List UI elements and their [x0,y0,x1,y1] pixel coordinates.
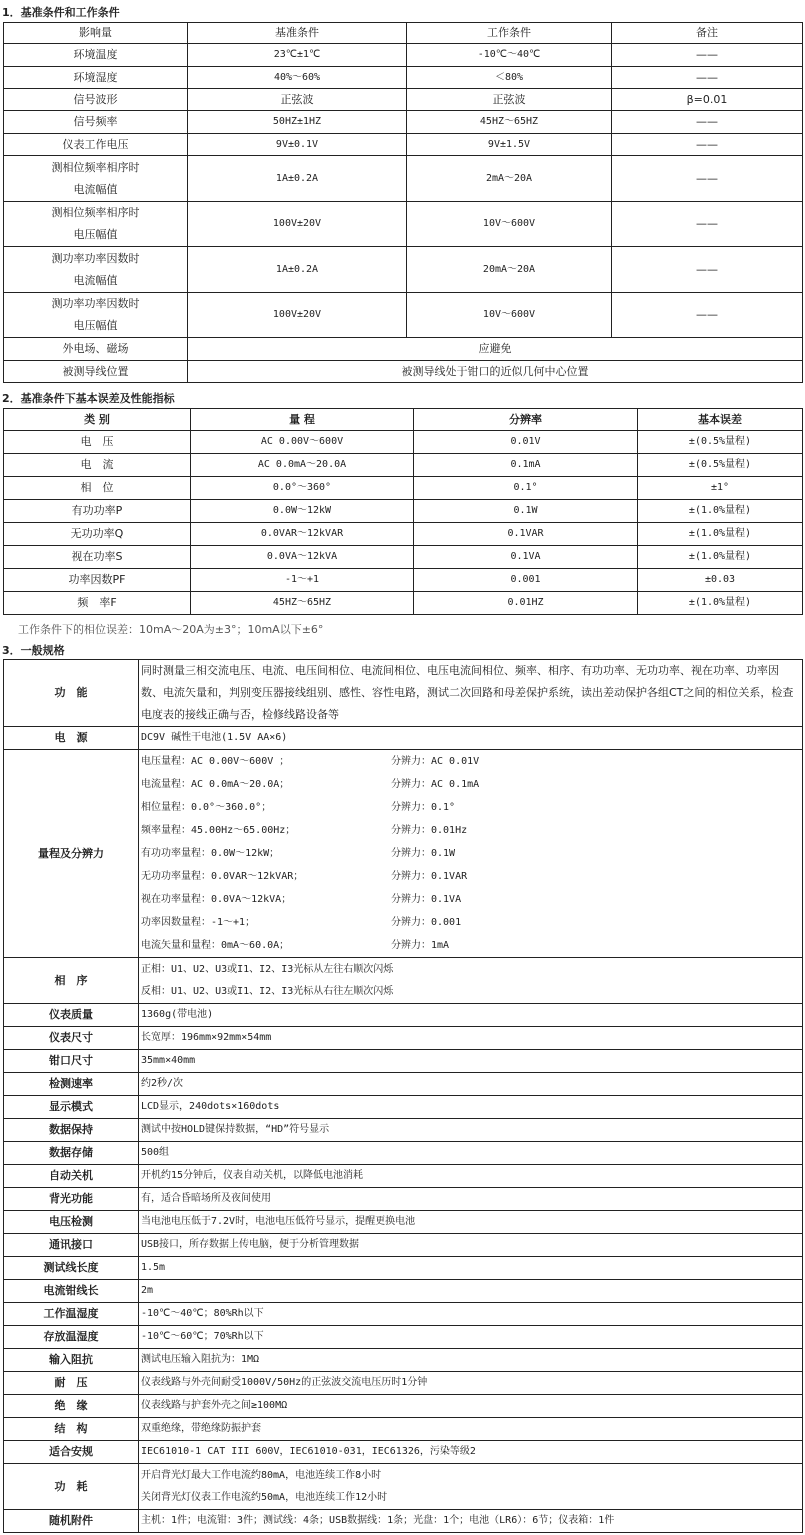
header-cell: 工作条件 [407,23,612,44]
spec-value: USB接口，所存数据上传电脑，便于分析管理数据 [139,1234,803,1257]
cell: 应避免 [188,338,803,361]
spec-value: 仪表线路与外壳间耐受1000V/50Hz的正弦波交流电压历时1分钟 [139,1372,803,1395]
cell: -10℃～40℃ [407,44,612,67]
range-line: 功率因数量程：-1～+1； 分辨力：0.001 [141,917,462,928]
cell: ±0.03 [638,569,803,592]
spec-value: LCD显示，240dots×160dots [139,1096,803,1119]
spec-label: 存放温湿度 [4,1326,139,1349]
spec-label: 钳口尺寸 [4,1050,139,1073]
table-row [4,1372,803,1395]
header-cell: 类 别 [4,409,191,431]
spec-label: 背光功能 [4,1188,139,1211]
spec-label: 耐 压 [4,1372,139,1395]
spec-value: 双重绝缘，带绝缘防振护套 [139,1418,803,1441]
cell: 测功率功率因数时 电压幅值 [4,293,188,338]
cell: ＜80% [407,67,612,89]
table-row [4,1027,803,1050]
range-line: 电流矢量和量程：0mA～60.0A； 分辨力：1mA [141,940,450,951]
table-row [4,1303,803,1326]
header-cell: 影响量 [4,23,188,44]
table-row [4,1510,803,1533]
cell: ±(1.0%量程) [638,592,803,615]
spec-value: IEC61010-1 CAT III 600V，IEC61010-031，IEC61326，污染等级2 [139,1441,803,1464]
table-row [4,958,803,1004]
cell: 0.0VA～12kVA [191,546,414,569]
range-line: 相位量程：0.0°～360.0°； 分辨力：0.1° [141,802,456,813]
phase-line: 反相：U1、U2、U3或I1、I2、I3光标从右往左顺次闪烁 [141,985,394,997]
spec-value: 开机约15分钟后，仪表自动关机，以降低电池消耗 [139,1165,803,1188]
cell: 100V±20V [188,293,407,338]
cell: 9V±1.5V [407,134,612,156]
accuracy-table [3,408,803,615]
section-2-title: 2．基准条件下基本误差及性能指标 [2,392,175,405]
range-line: 无功功率量程：0.0VAR～12kVAR； 分辨力：0.1VAR [141,871,468,882]
spec-value: 有，适合昏暗场所及夜间使用 [139,1188,803,1211]
cell: 正弦波 [407,89,612,111]
spec-value: 测试中按HOLD键保持数据，“HD”符号显示 [139,1119,803,1142]
table-header-row [4,23,803,44]
cell: 频 率F [4,592,191,615]
spec-label: 结 构 [4,1418,139,1441]
cell: 9V±0.1V [188,134,407,156]
table-row [4,156,803,202]
table-row [4,431,803,454]
cell: 0.0°～360° [191,477,414,500]
cell: 0.1mA [414,454,638,477]
cell: 0.1VAR [414,523,638,546]
spec-value: 2m [139,1280,803,1303]
consume-line: 开启背光灯最大工作电流约80mA，电池连续工作8小时 [141,1469,382,1481]
table-row [4,1073,803,1096]
header-cell: 备注 [612,23,803,44]
spec-value: 长宽厚：196mm×92mm×54mm [139,1027,803,1050]
cell: —— [612,156,803,202]
spec-label: 相 序 [4,958,139,1004]
table-row [4,67,803,89]
cell: 电 压 [4,431,191,454]
table-row [4,569,803,592]
table-row [4,546,803,569]
table-row [4,500,803,523]
cell: 23℃±1℃ [188,44,407,67]
table-row [4,1096,803,1119]
cell: ±(0.5%量程) [638,454,803,477]
cell: 2mA～20A [407,156,612,202]
cell: 1A±0.2A [188,156,407,202]
cell: AC 0.0mA～20.0A [191,454,414,477]
table-row [4,293,803,338]
table-row [4,1326,803,1349]
spec-value: 测试电压输入阻抗为：1MΩ [139,1349,803,1372]
table-row [4,1050,803,1073]
cell: 环境湿度 [4,67,188,89]
table-row [4,247,803,293]
spec-value: DC9V 碱性干电池(1.5V AA×6) [139,727,803,750]
table-row [4,1004,803,1027]
spec-label: 仪表质量 [4,1004,139,1027]
cell: AC 0.00V～600V [191,431,414,454]
range-line: 电流量程：AC 0.0mA～20.0A； 分辨力：AC 0.1mA [141,779,480,790]
cell: 电 流 [4,454,191,477]
cell: 被测导线位置 [4,361,188,383]
conditions-table [3,22,803,383]
table-row [4,727,803,750]
spec-label: 数据存储 [4,1142,139,1165]
spec-label: 通讯接口 [4,1234,139,1257]
phase-line: 正相：U1、U2、U3或I1、I2、I3光标从左往右顺次闪烁 [141,963,394,975]
cell: 被测导线处于钳口的近似几何中心位置 [188,361,803,383]
table-row [4,338,803,361]
cell: 测相位频率相序时 电流幅值 [4,156,188,202]
spec-value: 当电池电压低于7.2V时，电池电压低符号显示，提醒更换电池 [139,1211,803,1234]
spec-label: 检测速率 [4,1073,139,1096]
range-line: 有功功率量程：0.0W～12kW； 分辨力：0.1W [141,848,456,859]
spec-label: 测试线长度 [4,1257,139,1280]
cell: 10V～600V [407,293,612,338]
cell: —— [612,67,803,89]
cell: 信号波形 [4,89,188,111]
cell: 0.0VAR～12kVAR [191,523,414,546]
general-spec-table [3,659,803,1533]
spec-label: 功 耗 [4,1464,139,1510]
cell: 正弦波 [188,89,407,111]
cell: ±1° [638,477,803,500]
range-line: 视在功率量程：0.0VA～12kVA； 分辨力：0.1VA [141,894,462,905]
table-row [4,1165,803,1188]
cell: ±(1.0%量程) [638,500,803,523]
table-row [4,660,803,727]
cell: —— [612,293,803,338]
table-row [4,1142,803,1165]
cell: 1A±0.2A [188,247,407,293]
table-row [4,1395,803,1418]
table-row [4,1211,803,1234]
table-row [4,1418,803,1441]
table-row [4,1349,803,1372]
table-row [4,1234,803,1257]
spec-label: 仪表尺寸 [4,1027,139,1050]
spec-label: 绝 缘 [4,1395,139,1418]
cell: 0.1VA [414,546,638,569]
cell: 10V～600V [407,202,612,247]
spec-label: 电压检测 [4,1211,139,1234]
table-row [4,592,803,615]
section-1-title: 1．基准条件和工作条件 [2,6,120,19]
spec-label: 电 源 [4,727,139,750]
spec-label: 电流钳线长 [4,1280,139,1303]
cell: 有功功率P [4,500,191,523]
cell: 视在功率S [4,546,191,569]
spec-value: 1360g(带电池) [139,1004,803,1027]
cell: 测相位频率相序时 电压幅值 [4,202,188,247]
section-3-title: 3．一般规格 [2,644,65,657]
cell: —— [612,247,803,293]
header-cell: 基准条件 [188,23,407,44]
table-row [4,1188,803,1211]
table-row [4,1119,803,1142]
spec-value: 1.5m [139,1257,803,1280]
cell: 相 位 [4,477,191,500]
cell: ±(0.5%量程) [638,431,803,454]
range-line: 频率量程：45.00Hz～65.00Hz； 分辨力：0.01Hz [141,825,468,836]
cell: 环境温度 [4,44,188,67]
spec-label: 功 能 [4,660,139,727]
spec-value: 35mm×40mm [139,1050,803,1073]
cell: 0.001 [414,569,638,592]
spec-value: -10℃～60℃；70%Rh以下 [139,1326,803,1349]
table-header-row [4,409,803,431]
cell: -1～+1 [191,569,414,592]
header-cell: 量 程 [191,409,414,431]
table-row [4,523,803,546]
spec-label: 适合安规 [4,1441,139,1464]
cell: 功率因数PF [4,569,191,592]
table-row [4,134,803,156]
cell: 仪表工作电压 [4,134,188,156]
spec-value: 500组 [139,1142,803,1165]
table-row [4,44,803,67]
cell: 外电场、磁场 [4,338,188,361]
cell: 0.0W～12kW [191,500,414,523]
table-row [4,1257,803,1280]
table-row [4,361,803,383]
cell: β=0.01 [612,89,803,111]
phase-lines [139,958,803,1004]
spec-label: 随机附件 [4,1510,139,1533]
spec-value: 约2秒/次 [139,1073,803,1096]
spec-value: 主机：1件；电流钳：3件；测试线：4条；USB数据线：1条；光盘：1个；电池（LR6）：6节；仪表箱：1件 [139,1510,803,1533]
spec-label: 显示模式 [4,1096,139,1119]
cell: 50HZ±1HZ [188,111,407,134]
range-line: 电压量程：AC 0.00V～600V ； 分辨力：AC 0.01V [141,756,480,767]
cell: 测功率功率因数时 电流幅值 [4,247,188,293]
cell: ±(1.0%量程) [638,523,803,546]
cell: 20mA～20A [407,247,612,293]
cell: 0.1° [414,477,638,500]
spec-label: 输入阻抗 [4,1349,139,1372]
cell: 45HZ～65HZ [191,592,414,615]
phase-error-note: 工作条件下的相位误差：10mA～20A为±3°；10mA以下±6° [18,623,324,636]
spec-value: 仪表线路与护套外壳之间≥100MΩ [139,1395,803,1418]
table-row [4,1441,803,1464]
consume-line: 关闭背光灯仪表工作电流约50mA，电池连续工作12小时 [141,1491,388,1503]
spec-value: -10℃～40℃；80%Rh以下 [139,1303,803,1326]
spec-label: 工作温湿度 [4,1303,139,1326]
cell: 0.1W [414,500,638,523]
table-row [4,750,803,958]
table-row [4,1280,803,1303]
cell: 40%～60% [188,67,407,89]
header-cell: 分辨率 [414,409,638,431]
table-row [4,202,803,247]
cell: —— [612,44,803,67]
table-row [4,1464,803,1510]
spec-label: 量程及分辨力 [4,750,139,958]
cell: —— [612,111,803,134]
table-row [4,477,803,500]
cell: —— [612,202,803,247]
table-row [4,89,803,111]
cell: 信号频率 [4,111,188,134]
cell: ±(1.0%量程) [638,546,803,569]
cell: 45HZ～65HZ [407,111,612,134]
cell: 0.01V [414,431,638,454]
spec-label: 自动关机 [4,1165,139,1188]
spec-label: 数据保持 [4,1119,139,1142]
cell: —— [612,134,803,156]
consume-lines [139,1464,803,1510]
cell: 100V±20V [188,202,407,247]
cell: 无功功率Q [4,523,191,546]
table-row [4,111,803,134]
table-row [4,454,803,477]
cell: 0.01HZ [414,592,638,615]
header-cell: 基本误差 [638,409,803,431]
range-list [139,750,803,958]
spec-value: 同时测量三相交流电压、电流、电压间相位、电流间相位、电压电流间相位、频率、相序、有功功率、无功功率、视在功率、功率因数、电流矢量和，判别变压器接线组别、感性、容性电路，测试二次回路和母差保护系统，读出差动保护各组CT之间的相位关系，检查电度表的接线正确与否，检修线路设备等 [139,660,803,727]
